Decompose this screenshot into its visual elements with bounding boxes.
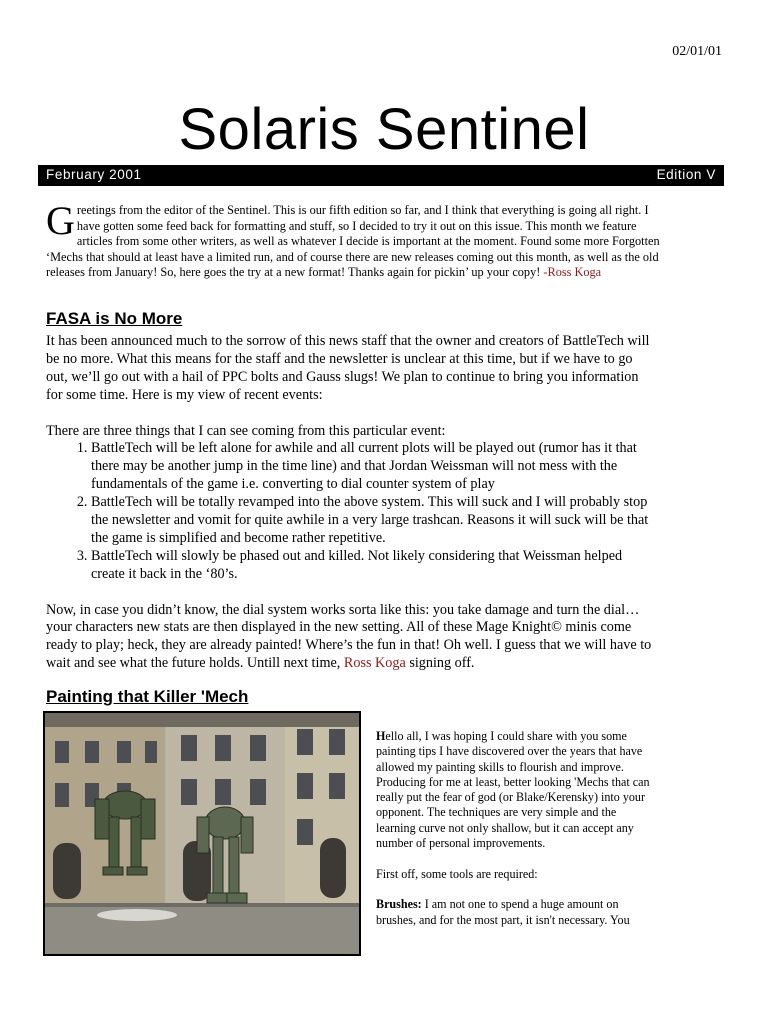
fasa-list-item: 1. BattleTech will be left alone for awhile and all current plots will be played out (rumor has it that there may be another jump in the time line) and that Jordan Weissman will not mess with the fundamentals of the game i.e. converting to dial counter system of play bbox=[91, 440, 656, 494]
fasa-list bbox=[46, 440, 656, 583]
painting-article bbox=[376, 729, 658, 928]
masthead-title: Solaris Sentinel bbox=[178, 97, 590, 162]
fasa-list-item: 3. BattleTech will slowly be phased out and killed. Not likely considering that Weissman helped create it back in the ‘80’s. bbox=[91, 548, 656, 584]
fasa-p3-text: Now, in case you didn’t know, the dial system works sorta like this: you take damage and turn the dial… your characters new stats are then displayed in the new setting. All of these Mage Knight© minis come ready to play; heck, they are already painted! Where’s the fun in that! Oh well. I guess that we will have to wait and see what the future holds. Untill next time, bbox=[46, 601, 652, 672]
painting-p1-text: ello all, I was hoping I could share with you some painting tips I have discovered over the years that have allowed my painting skills to flourish and improve. Producing for me at least, better looking 'Mechs that can really put the fear of god (or Blake/Kerensky) into your opponent. The techniques are very simple and the learning curve not only shallow, but it can accept any number of personal improvements. bbox=[376, 729, 650, 851]
issue-date: 02/01/01 bbox=[672, 44, 722, 59]
fasa-p3-end: signing off. bbox=[405, 655, 475, 672]
banner-edition: Edition V bbox=[656, 167, 716, 182]
fasa-article bbox=[46, 333, 656, 673]
fasa-paragraph-1: It has been announced much to the sorrow of this news staff that the owner and creators of BattleTech will be no more. What this means for the staff and the newsletter is unclear at this time, but if we have to go out, we’ll go out with a hail of PPC bolts and Gauss slugs! We plan to continue to bring you information for some time. Here is my view of recent events: bbox=[46, 333, 650, 403]
painting-heading: Painting that Killer 'Mech bbox=[46, 687, 249, 706]
fasa-list-item: 2. BattleTech will be totally revamped into the above system. This will suck and I will probably stop the newsletter and vomit for quite awhile in a very large trashcan. Reasons it will suck will be that the game is simplified and become rather repetitive. bbox=[91, 494, 656, 548]
brushes-label: Brushes: bbox=[376, 897, 422, 912]
fasa-paragraph-3 bbox=[46, 602, 656, 674]
mech-diorama-image bbox=[45, 713, 359, 954]
intro-text: reetings from the editor of the Sentinel. This is our fifth edition so far, and I think that everything is going all right. I have gotten some feed back for formatting and stuff, so I decided to try it out on this issue. This month we feature articles from some other writers, as well as whatever I decide is important at the moment. Found some more Forgotten ‘Mechs that should at least have a limited run, and of course there are new releases coming out this month, as well as the old releases from January! So, here goes the try at a new format! Thanks again for pickin’ up your copy! bbox=[46, 203, 660, 280]
edition-banner bbox=[38, 165, 724, 186]
fasa-p3-name: Ross Koga bbox=[343, 655, 406, 672]
painting-paragraph-2: First off, some tools are required: bbox=[376, 866, 538, 881]
painting-paragraph-1 bbox=[376, 729, 658, 851]
mech-diorama-photo bbox=[43, 711, 361, 956]
painting-p3-text: I am not one to spend a huge amount on brushes, and for the most part, it isn't necessary. You bbox=[376, 897, 630, 927]
painting-initial: H bbox=[376, 729, 386, 743]
fasa-paragraph-2: There are three things that I can see coming from this particular event: bbox=[46, 422, 446, 439]
fasa-heading: FASA is No More bbox=[46, 309, 183, 328]
intro-dropcap: G bbox=[46, 198, 75, 243]
intro-signature: -Ross Koga bbox=[543, 265, 602, 280]
banner-month: February 2001 bbox=[46, 167, 142, 182]
painting-paragraph-3 bbox=[376, 897, 658, 928]
editor-intro bbox=[46, 198, 666, 281]
